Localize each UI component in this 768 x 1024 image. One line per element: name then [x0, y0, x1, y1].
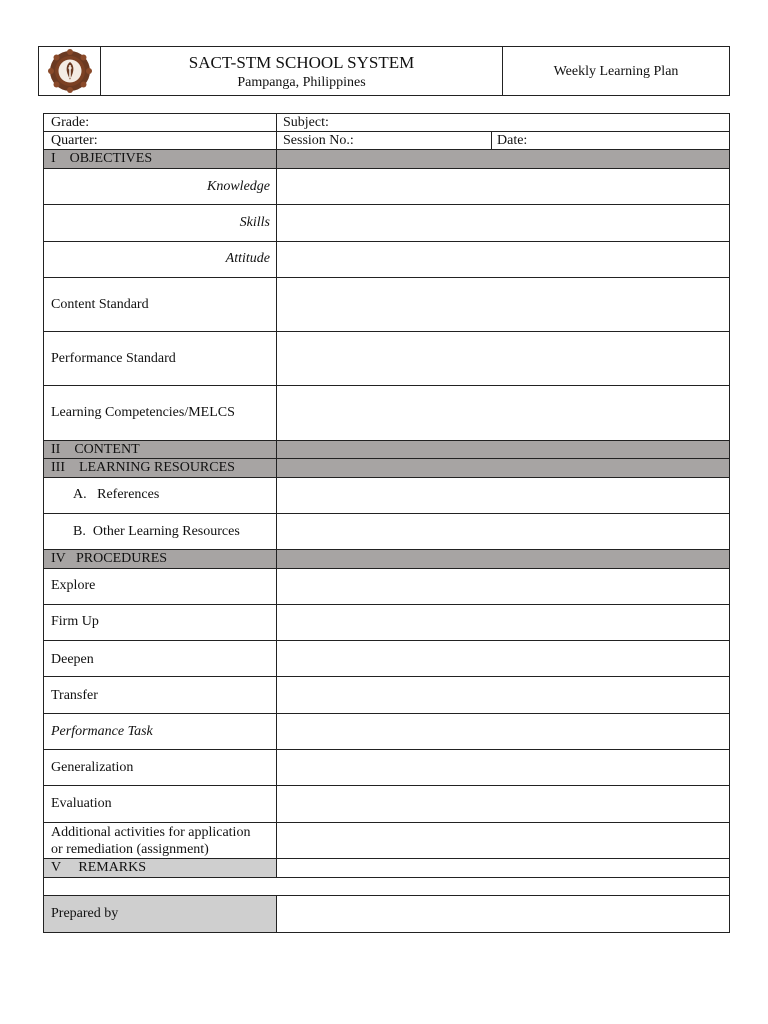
row-divider	[43, 640, 730, 641]
row-divider	[43, 713, 730, 714]
title-cell	[101, 47, 503, 95]
session-no-label: Session No.:	[283, 133, 354, 148]
row-divider	[43, 241, 730, 242]
row-divider	[43, 204, 730, 205]
firm-up-label: Firm Up	[51, 614, 99, 629]
additional-activities-label-line1: Additional activities for application	[51, 825, 251, 840]
procedures-heading: IV PROCEDURES	[51, 551, 168, 566]
evaluation-label: Evaluation	[51, 796, 112, 811]
column-divider	[276, 895, 277, 933]
school-seal-logo	[48, 49, 92, 93]
row-divider	[43, 513, 730, 514]
row-divider	[43, 749, 730, 750]
prepared-by-label: Prepared by	[51, 906, 119, 921]
objectives-heading: I OBJECTIVES	[51, 151, 153, 166]
content-heading-band	[44, 441, 729, 459]
performance-task-label: Performance Task	[51, 724, 153, 739]
remarks-heading: V REMARKS	[51, 860, 147, 875]
column-divider	[276, 113, 277, 877]
row-divider	[43, 822, 730, 823]
column-divider	[491, 131, 492, 149]
other-resources-label: B. Other Learning Resources	[73, 524, 240, 539]
row-divider	[43, 168, 730, 169]
learning-competencies-label: Learning Competencies/MELCS	[51, 405, 235, 420]
performance-standard-label: Performance Standard	[51, 351, 176, 366]
row-divider	[43, 676, 730, 677]
row-divider	[43, 331, 730, 332]
grade-label: Grade:	[51, 115, 90, 130]
date-label: Date:	[497, 133, 528, 148]
resources-heading: III LEARNING RESOURCES	[51, 460, 235, 475]
row-divider	[43, 277, 730, 278]
row-divider	[43, 568, 730, 569]
row-divider	[43, 131, 730, 132]
content-heading: II CONTENT	[51, 442, 140, 457]
additional-activities-label-line2: or remediation (assignment)	[51, 842, 209, 857]
knowledge-label: Knowledge	[207, 179, 270, 194]
document-type: Weekly Learning Plan	[553, 64, 679, 79]
content-standard-label: Content Standard	[51, 297, 149, 312]
logo-cell	[39, 47, 101, 95]
generalization-label: Generalization	[51, 760, 134, 775]
row-divider	[43, 877, 730, 878]
references-label: A. References	[73, 487, 160, 502]
quarter-label: Quarter:	[51, 133, 98, 148]
explore-label: Explore	[51, 578, 96, 593]
row-divider	[43, 604, 730, 605]
row-divider	[43, 895, 730, 896]
deepen-label: Deepen	[51, 652, 94, 667]
document-header	[38, 46, 730, 96]
transfer-label: Transfer	[51, 688, 98, 703]
school-name: SACT-STM SCHOOL SYSTEM	[188, 53, 415, 72]
row-divider	[43, 385, 730, 386]
row-divider	[43, 785, 730, 786]
row-divider	[43, 858, 730, 859]
school-location: Pampanga, Philippines	[237, 75, 366, 90]
attitude-label: Attitude	[225, 251, 270, 266]
row-divider	[43, 440, 730, 441]
plan-cell	[503, 47, 729, 95]
skills-label: Skills	[239, 215, 270, 230]
subject-label: Subject:	[283, 115, 329, 130]
row-divider	[43, 477, 730, 478]
